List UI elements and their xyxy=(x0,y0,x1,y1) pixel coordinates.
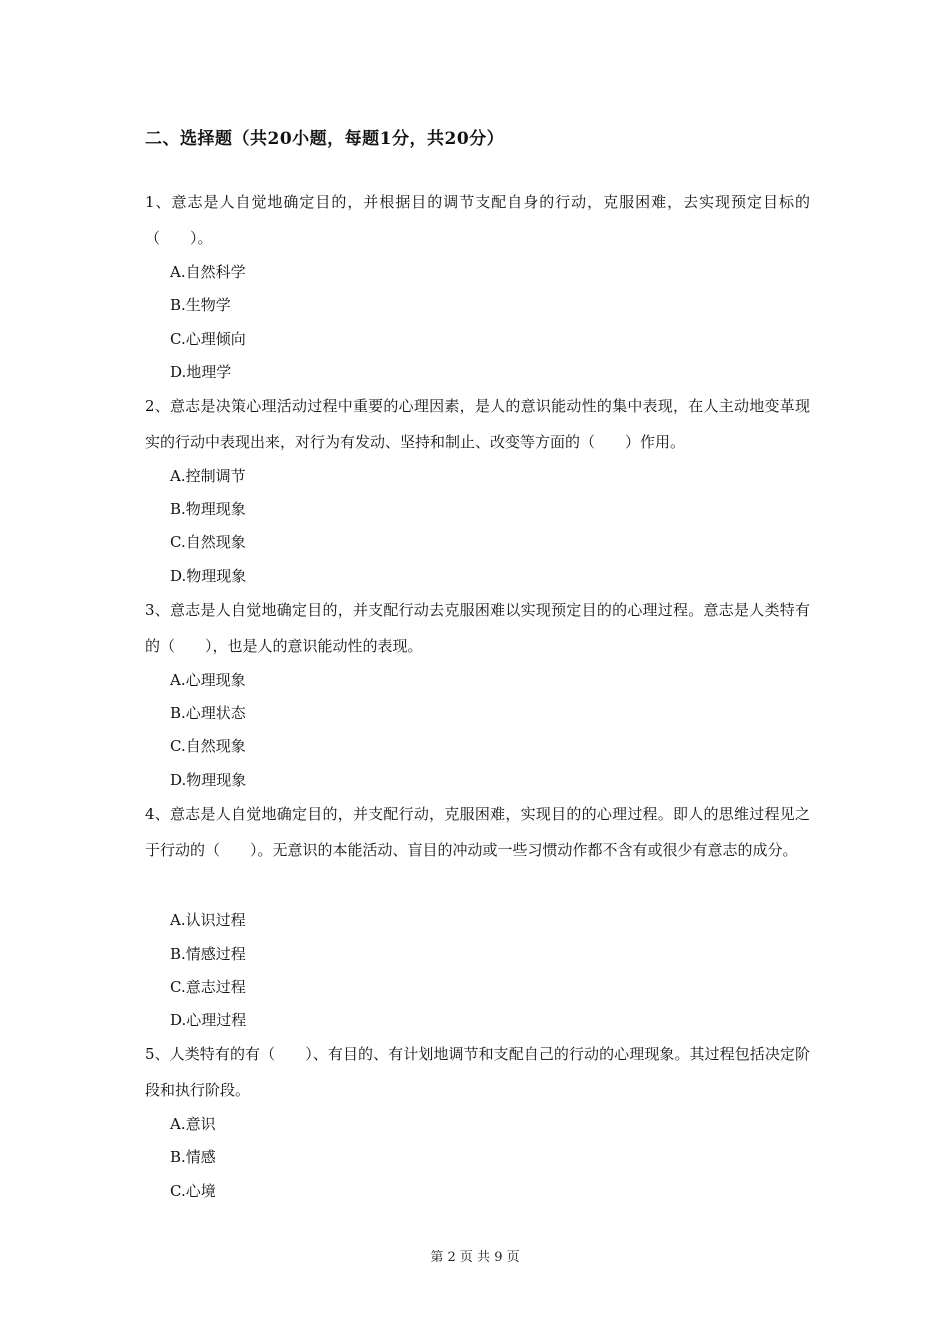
question-3-text: 3、意志是人自觉地确定目的，并支配行动去克服困难以实现预定目的的心理过程。意志是人类特有的（ ），也是人的意识能动性的表现。 xyxy=(145,601,810,655)
question-3-option-c: C.自然现象 xyxy=(170,737,246,755)
page-number-footer: 第 2 页 共 9 页 xyxy=(430,1250,520,1265)
question-2-option-d: D.物理现象 xyxy=(170,567,247,585)
question-2-option-a: A.控制调节 xyxy=(170,467,246,485)
question-4-option-d: D.心理过程 xyxy=(170,1011,247,1029)
question-4-option-c: C.意志过程 xyxy=(170,978,246,996)
question-5-option-c: C.心境 xyxy=(170,1182,216,1200)
question-2-option-b: B.物理现象 xyxy=(170,500,246,518)
question-1-option-a: A.自然科学 xyxy=(170,263,246,281)
question-4-option-b: B.情感过程 xyxy=(170,945,246,963)
question-2-text: 2、意志是决策心理活动过程中重要的心理因素，是人的意识能动性的集中表现，在人主动地变革现实的行动中表现出来，对行为有发动、坚持和制止、改变等方面的（ ）作用。 xyxy=(145,397,810,451)
question-3-option-d: D.物理现象 xyxy=(170,771,247,789)
question-3-option-b: B.心理状态 xyxy=(170,704,246,722)
question-1-option-c: C.心理倾向 xyxy=(170,330,246,348)
question-3-option-a: A.心理现象 xyxy=(170,671,246,689)
question-4-text: 4、意志是人自觉地确定目的，并支配行动，克服困难，实现目的的心理过程。即人的思维过程见之于行动的（ ）。无意识的本能活动、盲目的冲动或一些习惯动作都不含有或很少有意志的成分。 xyxy=(145,805,810,859)
question-4-option-a: A.认识过程 xyxy=(170,911,246,929)
question-5-text: 5、人类特有的有（ ）、有目的、有计划地调节和支配自己的行动的心理现象。其过程包括决定阶段和执行阶段。 xyxy=(145,1045,810,1099)
question-5-option-a: A.意识 xyxy=(170,1115,216,1133)
question-1-option-b: B.生物学 xyxy=(170,296,231,314)
section-title: 二、选择题（共20小题，每题1分，共20分） xyxy=(145,129,505,149)
question-2-option-c: C.自然现象 xyxy=(170,533,246,551)
question-5-option-b: B.情感 xyxy=(170,1148,216,1166)
question-1-option-d: D.地理学 xyxy=(170,363,232,381)
question-1-text: 1、意志是人自觉地确定目的，并根据目的调节支配自身的行动，克服困难，去实现预定目标的（ ）。 xyxy=(145,193,810,247)
